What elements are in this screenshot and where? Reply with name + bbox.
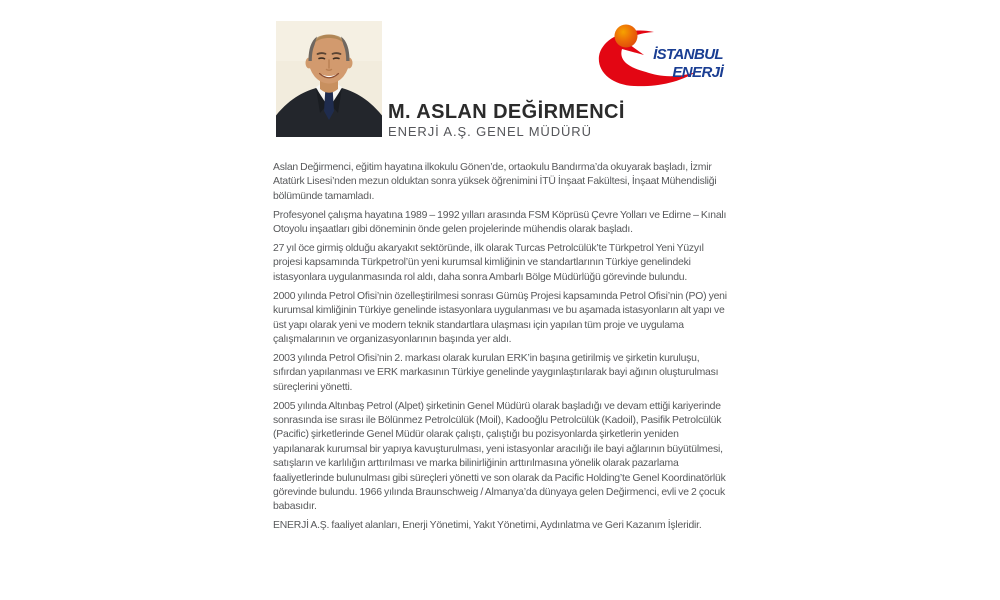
- bio-paragraph: 2003 yılında Petrol Ofisi’nin 2. markası olarak kurulan ERK’in başına getirilmiş ve şirketin kuruluşu, sıfırdan yapılanması ve ERK markasının Türkiye genelinde yaygınlaştırılarak bayi ağının oluşturulması süreçlerini yönetti.: [273, 352, 719, 393]
- logo-ball-icon: [615, 25, 638, 48]
- person-title: ENERJİ A.Ş. GENEL MÜDÜRÜ: [388, 124, 592, 139]
- person-name: M. ASLAN DEĞİRMENCİ: [388, 101, 625, 123]
- bio-paragraph: Aslan Değirmenci, eğitim hayatına ilkokulu Gönen’de, ortaokulu Bandırma’da okuyarak başladı, İzmir Atatürk Lisesi’nden mezun olduktan sonra yüksek öğrenimini İTÜ İnşaat Fakültesi, İnşaat Mühendisliği bölümünde tamamladı.: [273, 162, 717, 202]
- bio-paragraph: 2000 yılında Petrol Ofisi’nin özelleştirilmesi sonrası Gümüş Projesi kapsamında Petrol Ofisi’nin (PO) yeni kurumsal kimliğinin Türkiye genelinde istasyonlara uygulanması ve bu aşamada istasyonların alt yapı ve üst yapı olarak yeni ve modern teknik standartlara ulaşması için yapılan tüm proje ve uygulama çalışmalarının ve organizasyonlarının başında yer aldı.: [273, 290, 727, 345]
- bio-paragraph: 2005 yılında Altınbaş Petrol (Alpet) şirketinin Genel Müdürü olarak başladığı ve devam ettiği kariyerinde sonrasında ise sırası ile Bölünmez Petrolcülük (Moil), Kadooğlu Petrolcülük (Kadoil), Pasifik Petrolcülük (Pacific) şirketlerinde Genel Müdür olarak çalıştı, çalıştığı bu pozisyonlarda şirketlerin yeniden yapılanarak kurumsal bir yapıya kavuşturulması, yeni istasyonlar aracılığı ile bayi ağlarının büyütülmesi, satışların ve karlılığın arttırılması ve marka bilinirliğinin arttırılmasına yönelik olarak pazarlama faaliyetlerinde bulunulması gibi süreçleri yönetti ve son olarak da Pacific Holding’te Genel Koordinatörlük görevinde bulundu. 1966 yılında Braunschweig / Almanya’da dünyaya gelen Değirmenci, evli ve 2 çocuk babasıdır.: [273, 400, 726, 513]
- portrait-illustration: [276, 21, 382, 137]
- logo-text-line2: ENERJİ: [672, 64, 723, 81]
- title-block: [388, 101, 625, 140]
- portrait-photo: [276, 21, 382, 137]
- logo-text-line1: İSTANBUL: [653, 46, 723, 63]
- bio-section: [271, 161, 729, 534]
- istanbul-enerji-logo: [592, 22, 726, 96]
- bio-paragraph: 27 yıl öce girmiş olduğu akaryakıt sektöründe, ilk olarak Turcas Petrolcülük’te Türkpetrol Yeni Yüzyıl projesi kapsamında Türkpetrol’ün yeni kurumsal kimliğinin ve standartlarının Türkiye genelindeki istasyonlara uygulanmasında rol aldı, daha sonra Ambarlı Bölge Müdürlüğü görevinde bulundu.: [273, 243, 704, 283]
- bio-paragraph: Profesyonel çalışma hayatına 1989 – 1992 yılları arasında FSM Köprüsü Çevre Yolları ve Edirne – Kınalı Otoyolu inşaatları gibi döneminin önde gelen projelerinde mühendis olarak başladı.: [273, 209, 727, 236]
- content-column: [271, 0, 729, 534]
- header: [271, 21, 729, 137]
- bio-paragraph: ENERJİ A.Ş. faaliyet alanları, Enerji Yönetimi, Yakıt Yönetimi, Aydınlatma ve Geri Kazanım İşleridir.: [273, 520, 702, 532]
